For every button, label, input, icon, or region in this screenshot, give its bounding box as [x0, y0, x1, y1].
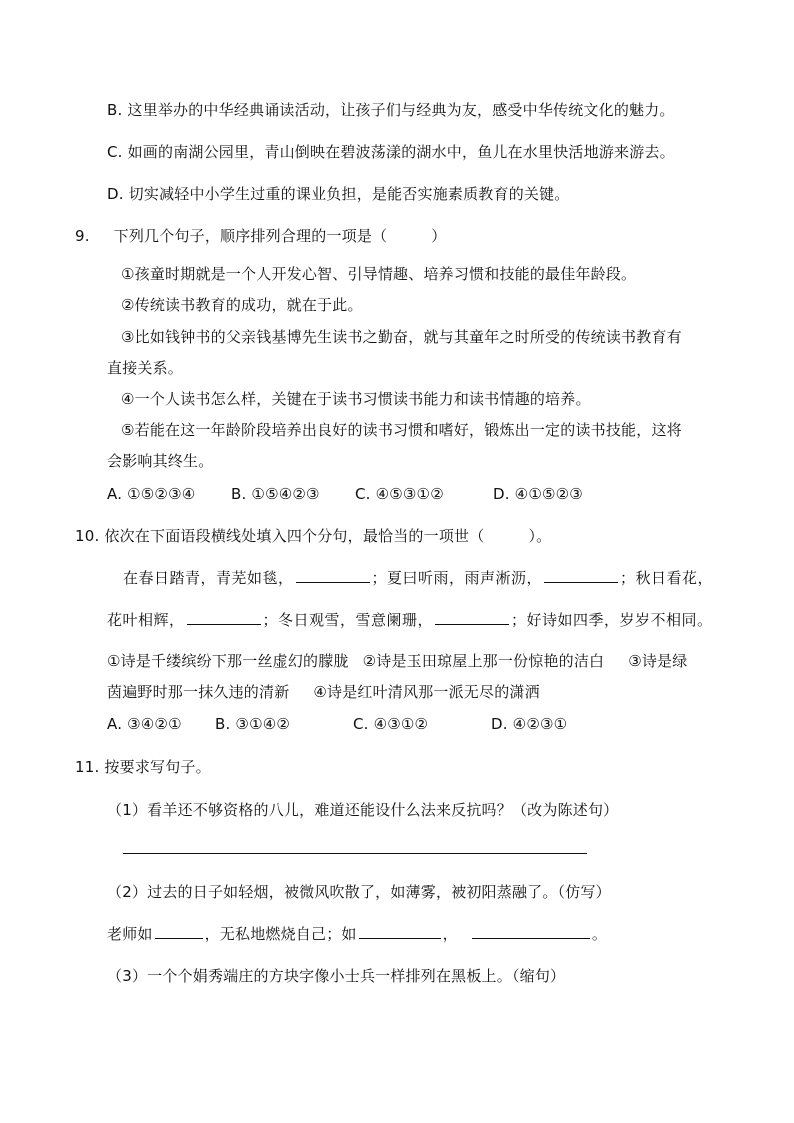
- q10-clause-4: ④诗是红叶清风那一派无尽的潇洒: [313, 683, 540, 701]
- q9-sentence-4: ④一个人读书怎么样，关键在于读书习惯读书能力和读书情趣的培养。: [121, 390, 591, 408]
- q8-option-c: C. 如画的南湖公园里，青山倒映在碧波荡漾的湖水中，鱼儿在水里快活地游来游去。: [107, 143, 675, 161]
- q9-question: 下列几个句子，顺序排列合理的一项是（: [113, 227, 388, 245]
- q8-option-b: B. 这里举办的中华经典诵读活动，让孩子们与经典为友，感受中华传统文化的魅力。: [107, 101, 675, 119]
- q10-option-c[interactable]: C. ④③①②: [353, 715, 429, 733]
- q10-clause-3: ③诗是绿: [628, 652, 688, 670]
- q10-option-d[interactable]: D. ④②③①: [491, 715, 568, 733]
- q10-clause-1: ①诗是千缕缤纷下那一丝虚幻的朦胧: [107, 652, 349, 670]
- q11-sub-1: （1）看羊还不够资格的八儿，难道还能设什么法来反抗吗？（改为陈述句）: [107, 801, 619, 819]
- q10-clauses-line-1: [107, 651, 687, 671]
- q9-sentence-3-cont: 直接关系。: [107, 359, 184, 377]
- q10-question: 10. 依次在下面语段横线处填入四个分句，最恰当的一项世（: [75, 527, 485, 545]
- q11-stem: 11. 按要求写句子。: [75, 758, 211, 776]
- q10-option-b[interactable]: B. ③①④②: [215, 715, 291, 733]
- q8-option-d: D. 切实减轻中小学生过重的课业负担，是能否实施素质教育的关键。: [107, 185, 570, 203]
- q10-option-a[interactable]: A. ③④②①: [107, 715, 182, 733]
- q10-blank-4[interactable]: [435, 610, 509, 625]
- q10-options: [107, 714, 567, 734]
- q11-sub-2: （2）过去的日子如轻烟，被微风吹散了，如薄雾，被初阳蒸融了。（仿写）: [107, 883, 611, 901]
- q9-option-c[interactable]: C. ④⑤③①②: [355, 485, 444, 503]
- q10-stem: 10. 依次在下面语段横线处填入四个分句，最恰当的一项世（ ）。: [75, 527, 552, 545]
- q11-sub-1-answer-line[interactable]: [123, 853, 587, 854]
- q9-option-a[interactable]: A. ①⑤②③④: [107, 485, 196, 503]
- q9-sentence-5-cont: 会影响其终生。: [107, 452, 214, 470]
- q9-option-b[interactable]: B. ①⑤④②③: [231, 485, 320, 503]
- q10-clause-3-cont: 茵遍野时那一抹久违的清新: [107, 683, 290, 701]
- q9-number: 9.: [75, 227, 90, 245]
- q9-options: [107, 484, 583, 504]
- q10-passage-line-2: 花叶相辉， ；冬日观雪，雪意阑珊， ；好诗如四季，岁岁不相同。: [107, 611, 713, 629]
- q10-clause-2: ②诗是玉田琼屋上那一份惊艳的洁白: [362, 652, 605, 670]
- q10-blank-2[interactable]: [544, 568, 618, 583]
- q9-sentence-1: ①孩童时期就是一个人开发心智、引导情趣、培养习惯和技能的最佳年龄段。: [121, 265, 637, 283]
- q9-sentence-2: ②传统读书教育的成功，就在于此。: [121, 296, 363, 314]
- q10-blank-3[interactable]: [187, 610, 261, 625]
- q9-stem: 9. 下列几个句子，顺序排列合理的一项是（ ）: [75, 227, 447, 245]
- q10-passage-line-1: 在春日踏青，青芜如毯， ；夏曰听雨，雨声淅沥， ；秋日看花，: [123, 569, 714, 587]
- q11-sub-3: （3）一个个娟秀端庄的方块字像小士兵一样排列在黑板上。（缩句）: [107, 967, 566, 985]
- q9-option-d[interactable]: D. ④①⑤②③: [493, 485, 583, 503]
- q9-sentence-5: ⑤若能在这一年龄阶段培养出良好的读书习惯和嗜好，锻炼出一定的读书技能，这将: [121, 421, 682, 439]
- q10-blank-1[interactable]: [296, 568, 370, 583]
- q10-clauses-line-2: [107, 682, 540, 702]
- q11-blank-1[interactable]: [155, 924, 203, 939]
- q9-sentence-3: ③比如钱钟书的父亲钱基博先生读书之勤奋，就与其童年之时所受的传统读书教育有: [121, 328, 682, 346]
- q11-blank-3[interactable]: [472, 924, 590, 939]
- q11-blank-2[interactable]: [359, 924, 441, 939]
- q11-sub-2-fill: 老师如 ，无私地燃烧自己；如 ， 。: [107, 925, 608, 943]
